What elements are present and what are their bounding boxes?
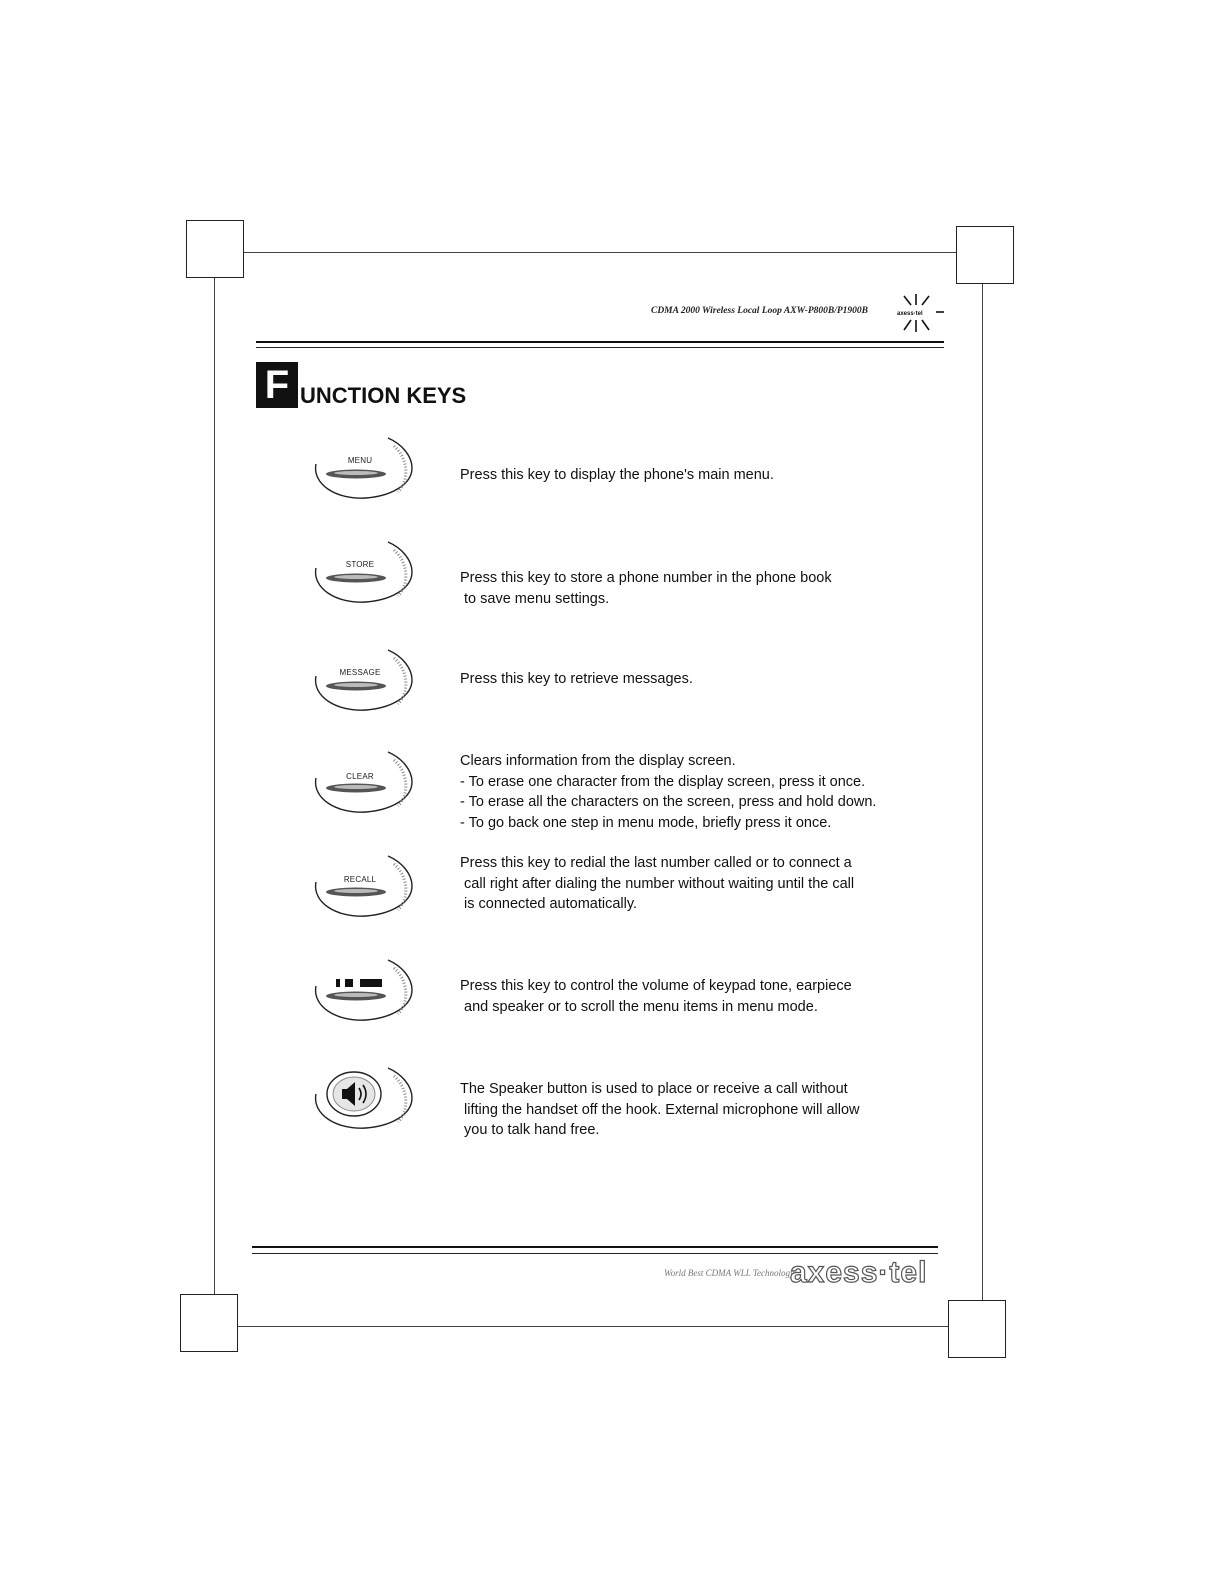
corner-mark-top-left	[186, 220, 244, 278]
corner-mark-bottom-right	[948, 1300, 1006, 1358]
burst-icon	[896, 290, 946, 336]
key-store-label: STORE	[345, 560, 375, 569]
key-speaker	[308, 1064, 418, 1150]
message-key-icon	[308, 646, 418, 732]
key-clear	[308, 748, 418, 834]
corner-mark-top-right	[956, 226, 1014, 284]
key-recall-label: RECALL	[343, 875, 377, 884]
desc-line: you to talk hand free.	[460, 1122, 600, 1138]
desc-line: The Speaker button is used to place or receive a call without	[460, 1081, 848, 1097]
corner-mark-bottom-left	[180, 1294, 238, 1352]
frame-top-line	[244, 252, 956, 253]
desc-line: Press this key to retrieve messages.	[460, 671, 693, 687]
store-key-icon	[308, 538, 418, 624]
key-message-description	[460, 669, 693, 690]
key-message	[308, 646, 418, 732]
key-clear-label: CLEAR	[346, 772, 374, 781]
key-recall-description	[460, 853, 854, 915]
key-store-description	[460, 568, 832, 609]
key-message-label: MESSAGE	[339, 668, 381, 677]
title-initial-box: F	[256, 362, 298, 408]
desc-line: - To go back one step in menu mode, briefly press it once.	[460, 814, 832, 831]
menu-key-icon	[308, 434, 418, 520]
brand-burst-logo	[896, 290, 946, 336]
desc-line: and speaker or to scroll the menu items in menu mode.	[460, 998, 818, 1015]
desc-line: Clears information from the display screen.	[460, 753, 736, 769]
desc-line: Press this key to display the phone's main menu.	[460, 467, 774, 483]
page-title	[256, 362, 466, 408]
key-recall	[308, 852, 418, 938]
header-product-line: CDMA 2000 Wireless Local Loop AXW-P800B/P1900B	[650, 306, 868, 316]
footer-rule-thick	[252, 1246, 938, 1248]
recall-key-icon	[308, 852, 418, 938]
desc-line: lifting the handset off the hook. External microphone will allow	[460, 1101, 860, 1118]
desc-line: - To erase all the characters on the screen, press and hold down.	[460, 794, 877, 810]
desc-line: is connected automatically.	[460, 896, 638, 912]
header-rule-thick	[256, 341, 944, 343]
header-rule-thin	[256, 347, 944, 348]
footer-rule-thin	[252, 1253, 938, 1254]
title-text: UNCTION KEYS	[300, 383, 467, 408]
footer-tagline: World Best CDMA WLL Technology	[663, 1268, 794, 1278]
key-clear-description	[460, 751, 876, 833]
frame-bottom-line	[238, 1326, 948, 1327]
key-store	[308, 538, 418, 624]
desc-line: to save menu settings.	[460, 590, 610, 607]
key-speaker-description	[460, 1079, 860, 1141]
desc-line: Press this key to control the volume of keypad tone, earpiece	[460, 978, 852, 994]
key-menu-description	[460, 465, 774, 486]
key-volume	[308, 956, 418, 1042]
desc-line: Press this key to redial the last number called or to connect a	[460, 855, 852, 871]
key-volume-description	[460, 976, 852, 1017]
frame-right-line	[982, 284, 983, 1300]
key-menu-label: MENU	[347, 456, 373, 465]
volume-key-icon	[308, 956, 418, 1042]
desc-line: call right after dialing the number without waiting until the call	[460, 875, 855, 892]
desc-line: Press this key to store a phone number in the phone book	[460, 570, 832, 586]
footer-brand-logo: axess·tel	[790, 1256, 928, 1289]
logo-mini-text: axess·tel	[897, 311, 923, 317]
key-menu	[308, 434, 418, 520]
speaker-key-icon	[308, 1064, 418, 1150]
desc-line: - To erase one character from the display screen, press it once.	[460, 773, 866, 790]
frame-left-line	[214, 278, 215, 1294]
clear-key-icon	[308, 748, 418, 834]
